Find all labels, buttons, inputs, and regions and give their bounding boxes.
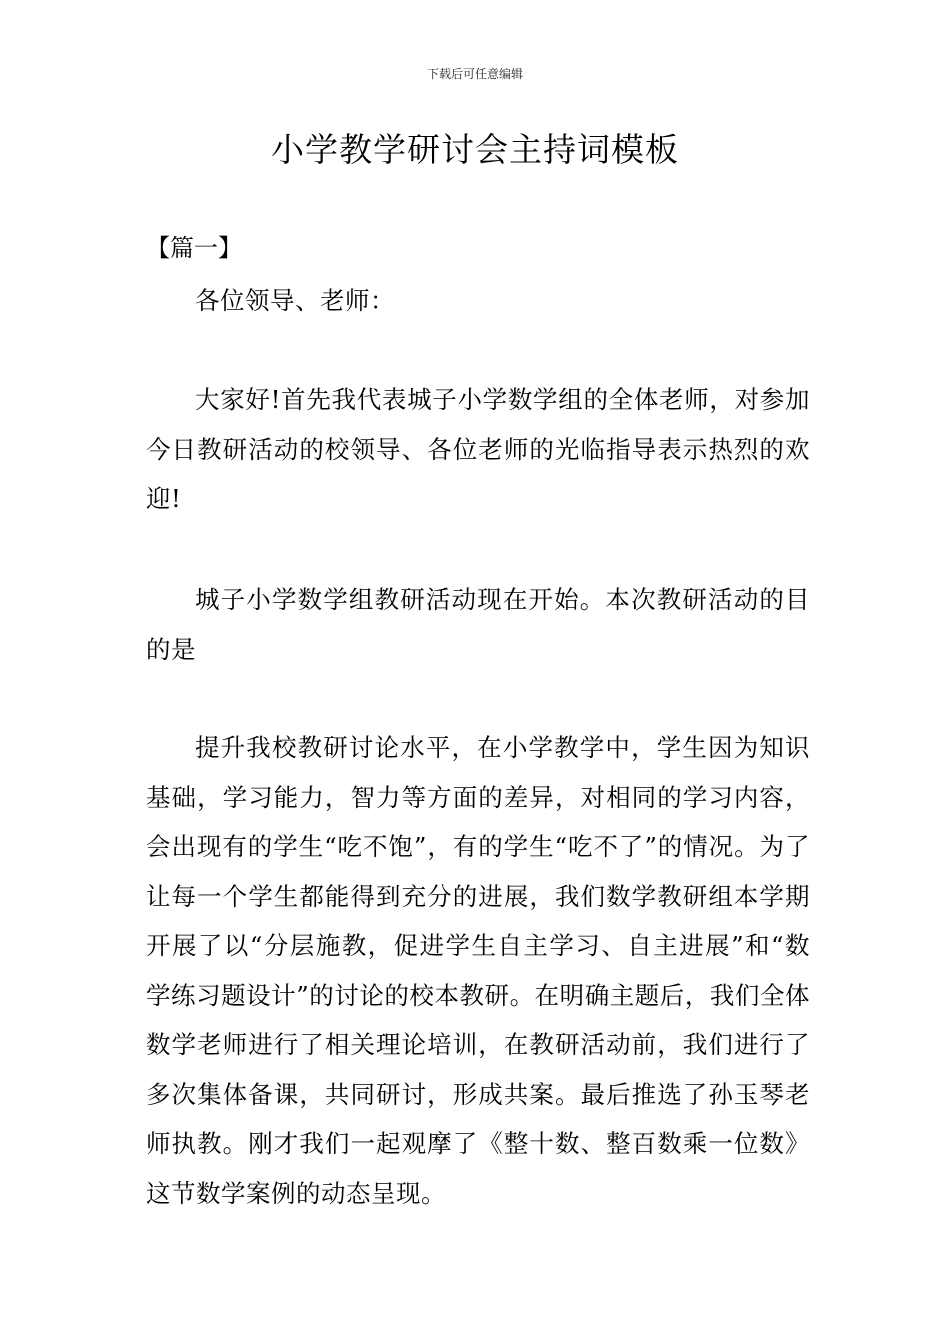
- document-title: 小学教学研讨会主持词模板: [271, 130, 679, 169]
- paragraph-welcome: 大家好!首先我代表城子小学数学组的全体老师，对参加今日教研活动的校领导、各位老师的光临指导表示热烈的欢迎!: [146, 385, 810, 513]
- header-note: 下载后可任意编辑: [426, 67, 523, 81]
- paragraph-details: 提升我校教研讨论水平，在小学教学中，学生因为知识基础，学习能力，智力等方面的差异，对相同的学习内容，会出现有的学生“吃不饱”，有的学生“吃不了”的情况。为了让每一个学生都能得到充分的进展，我们数学教研组本学期开展了以“分层施教，促进学生自主学习、自主进展”和“数学练习题设计”的讨论的校本教研。在明确主题后，我们全体数学老师进行了相关理论培训，在教研活动前，我们进行了多次集体备课，共同研讨，形成共案。最后推选了孙玉琴老师执教。刚才我们一起观摩了《整十数、整百数乘一位数》这节数学案例的动态呈现。: [146, 733, 810, 1208]
- section-label: 【篇一】: [146, 234, 242, 262]
- paragraph-purpose: 城子小学数学组教研活动现在开始。本次教研活动的目的是: [146, 585, 810, 664]
- greeting-line: 各位领导、老师：: [195, 286, 395, 315]
